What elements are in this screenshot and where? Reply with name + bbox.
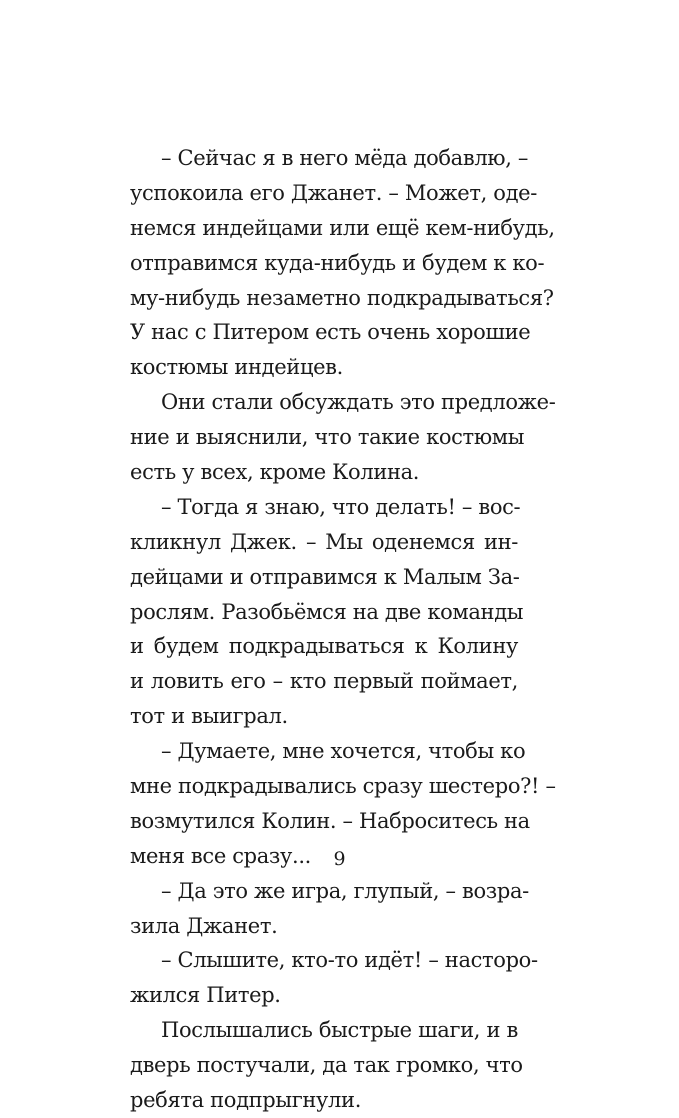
text-line: отправимся куда-нибудь и будем к ко-: [130, 250, 545, 275]
text-line: возмутился Колин. – Наброситесь на: [130, 808, 530, 833]
text-line: У нас с Питером есть очень хорошие: [130, 320, 531, 345]
paragraph: [130, 874, 529, 944]
text-line: дверь постучали, да так громко, что: [130, 1053, 523, 1078]
text-line: костюмы индейцев.: [130, 355, 343, 380]
body-text: [130, 141, 556, 1118]
text-line: ребята подпрыгнули.: [130, 1088, 362, 1113]
text-line: рослям. Разобьёмся на две команды: [130, 599, 524, 624]
text-line: меня все сразу...: [130, 843, 311, 868]
text-line: ние и выяснили, что такие костюмы: [130, 425, 525, 450]
paragraph: [130, 943, 538, 1013]
paragraph: [130, 490, 524, 734]
text-line: есть у всех, кроме Колина.: [130, 460, 420, 485]
text-line: – Тогда я знаю, что делать! – вос-: [161, 494, 521, 519]
text-line: тот и выиграл.: [130, 704, 288, 729]
text-line: немся индейцами или ещё кем-нибудь,: [130, 215, 555, 240]
text-line: и будем подкрадываться к Колину: [130, 634, 518, 659]
text-line: Послышались быстрые шаги, и в: [161, 1018, 518, 1043]
text-line: кликнул Джек. – Мы оденемся ин-: [130, 529, 518, 554]
text-line: – Слышите, кто-то идёт! – насторо-: [161, 948, 538, 973]
text-line: – Да это же игра, глупый, – возра-: [161, 878, 529, 903]
paragraph: [130, 141, 555, 385]
text-line: успокоила его Джанет. – Может, оде-: [130, 180, 537, 205]
text-line: зила Джанет.: [130, 913, 278, 938]
text-line: – Думаете, мне хочется, чтобы ко: [161, 739, 526, 764]
text-line: жился Питер.: [130, 983, 281, 1008]
text-line: и ловить его – кто первый поймает,: [130, 669, 518, 694]
text-line: – Сейчас я в него мёда добавлю, –: [161, 146, 529, 170]
page-number: 9: [333, 848, 346, 870]
text-line: Они стали обсуждать это предложе-: [161, 390, 556, 415]
text-line: му-нибудь незаметно подкрадываться?: [130, 285, 554, 310]
text-line: мне подкрадывались сразу шестеро?! –: [130, 774, 556, 799]
paragraph: [130, 385, 556, 490]
text-line: дейцами и отправимся к Малым За-: [130, 564, 520, 589]
paragraph: [130, 1013, 523, 1118]
